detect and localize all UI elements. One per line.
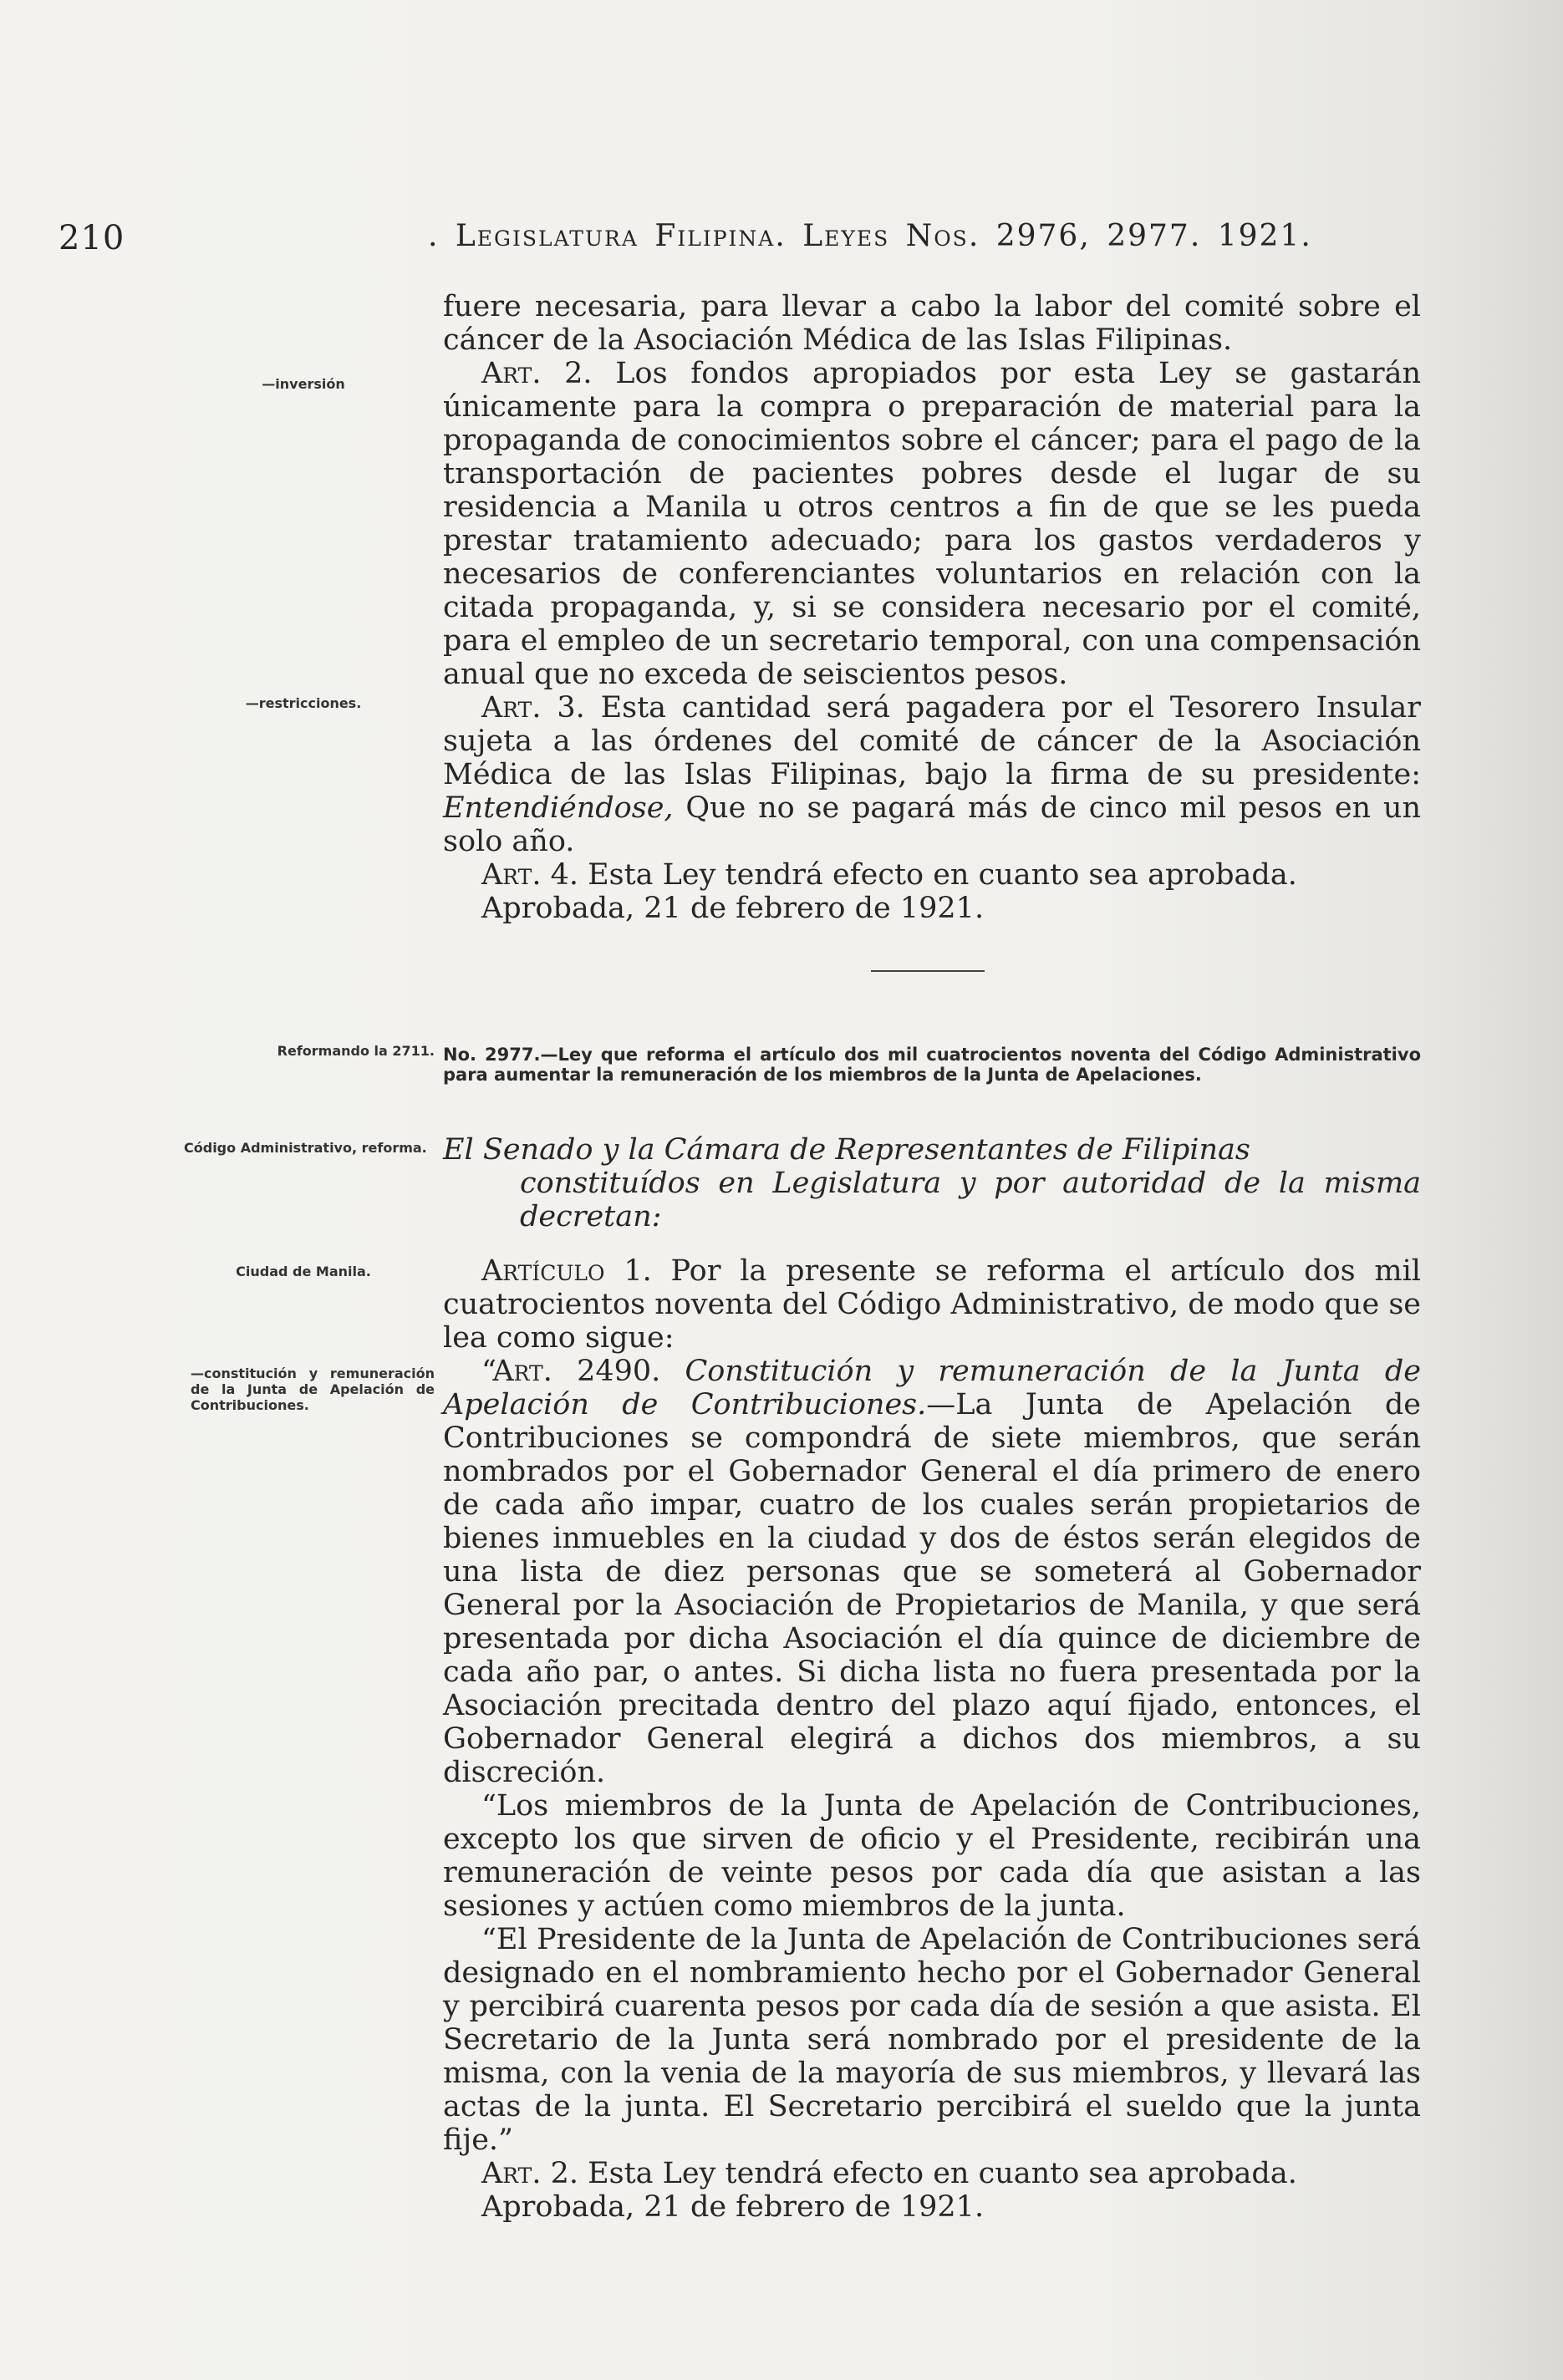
article-text: Esta Ley tendrá efecto en cuanto sea aprobada.: [578, 858, 1297, 892]
law-2976-approved: Aprobada, 21 de febrero de 1921.: [481, 892, 985, 925]
law-title: —Ley que reforma el artículo dos mil cuatrocientos noventa del Código Administrativo para aumentar la remuneración de los miembros de la Junta de Apelaciones.: [443, 1045, 1421, 1085]
margin-note-reformando: Reformando la 2711.: [277, 1043, 435, 1059]
article-text: Que no se pagará más de cinco mil pesos en un solo año.: [443, 791, 1421, 858]
margin-note-codigo: Código Administrativo, reforma.: [184, 1140, 427, 1156]
article-text: Esta cantidad será pagadera por el Tesorero Insular sujeta a las órdenes del comité de cáncer de la Asociación Médica de las Islas Filipinas, bajo la firma de su presidente:: [443, 691, 1421, 791]
law-number: No. 2977.: [443, 1045, 541, 1065]
paragraph-president: “El Presidente de la Junta de Apelación de Contribuciones será designado en el nombramiento hecho por el Gobernador General y percibirá cuarenta pesos por cada día de sesión a que asista. El Secretario de la Junta será nombrado por el presidente de la misma, con la venia de la mayoría de sus miembros, y llevará las actas de la junta. El Secretario percibirá el sueldo que la junta fije.”: [443, 1923, 1421, 2157]
article-text: Por la presente se reforma el artículo dos mil cuatrocientos noventa del Código Administrativo, de modo que se lea como sigue:: [443, 1254, 1421, 1355]
running-head: . Legislatura Filipina. Leyes Nos. 2976, 2977. 1921.: [428, 219, 1312, 253]
law-2976-article-4: [443, 858, 1421, 892]
law-2976-paragraph-1: fuere necesaria, para llevar a cabo la labor del comité sobre el cáncer de la Asociación Médica de las Islas Filipinas.: [443, 290, 1421, 357]
law-2976-article-3: [443, 691, 1421, 858]
margin-note-ciudad: Ciudad de Manila.: [236, 1264, 371, 1279]
article-2490: [443, 1355, 1421, 1789]
article-text: Los fondos apropiados por esta Ley se gastarán únicamente para la compra o preparación de material para la propaganda de conocimientos sobre el cáncer; para el pago de la transportación de pacientes pobres desde el lugar de su residencia a Manila u otros centros a fin de que se les pueda prestar tratamiento adecuado; para los gastos verdaderos y necesarios de conferenciantes voluntarios en relación con la citada propaganda, y, si se considera necesario por el comité, para el empleo de un secretario temporal, con una compensación anual que no exceda de seiscientos pesos.: [443, 357, 1421, 691]
law-2977-heading: [443, 1045, 1421, 1085]
margin-note-inversion: —inversión: [262, 376, 345, 392]
enacting-clause: [443, 1133, 1421, 1233]
article-label: Art. 4.: [481, 858, 578, 892]
article-label: Art. 3.: [481, 691, 585, 725]
law-2977-article-2: [443, 2157, 1421, 2190]
law-2976-body: [443, 290, 1421, 925]
law-2977-body: [443, 1254, 1421, 2224]
margin-note-restricciones: —restricciones.: [245, 695, 362, 711]
enacting-continuation: constituídos en Legislatura y por autoridad de la misma decretan:: [520, 1167, 1421, 1233]
law-2977-approved: Aprobada, 21 de febrero de 1921.: [481, 2190, 985, 2224]
article-italic-text: Constitución y remuneración de la Junta de Apelación de Contribuciones.: [443, 1355, 1421, 1421]
margin-note-constitucion: —constitución y remuneración de la Junta de Apelación de Contribuciones.: [191, 1365, 435, 1413]
paragraph-members: “Los miembros de la Junta de Apelación de Contribuciones, excepto los que sirven de oficio y el Presidente, recibirán una remuneración de veinte pesos por cada día que asistan a las sesiones y actúen como miembros de la junta.: [443, 1789, 1421, 1923]
article-label: Art. 2.: [481, 357, 593, 390]
article-text: Esta Ley tendrá efecto en cuanto sea aprobada.: [578, 2157, 1297, 2190]
page-number: 210: [59, 219, 125, 257]
enacting-first-line: El Senado y la Cámara de Representantes de Filipinas: [443, 1133, 1250, 1167]
article-label: Artículo 1.: [481, 1254, 652, 1288]
article-label: “Art. 2490.: [481, 1355, 661, 1388]
article-italic-text: Entendiéndose,: [443, 791, 674, 825]
article-text: —La Junta de Apelación de Contribuciones se compondrá de siete miembros, que serán nombrados por el Gobernador General el día primero de enero de cada año impar, cuatro de los cuales serán propietarios de bienes inmuebles en la ciudad y dos de éstos serán elegidos de una lista de diez personas que se someterá al Gobernador General por la Asociación de Propietarios de Manila, y que será presentada por dicha Asociación el día quince de diciembre de cada año par, o antes. Si dicha lista no fuera presentada por la Asociación precitada dentro del plazo aquí fijado, entonces, el Gobernador General elegirá a dichos dos miembros, a su discreción.: [443, 1388, 1421, 1789]
law-2977-article-1: [443, 1254, 1421, 1355]
article-label: Art. 2.: [481, 2157, 578, 2190]
section-divider: [871, 970, 985, 972]
law-2976-article-2: [443, 357, 1421, 691]
